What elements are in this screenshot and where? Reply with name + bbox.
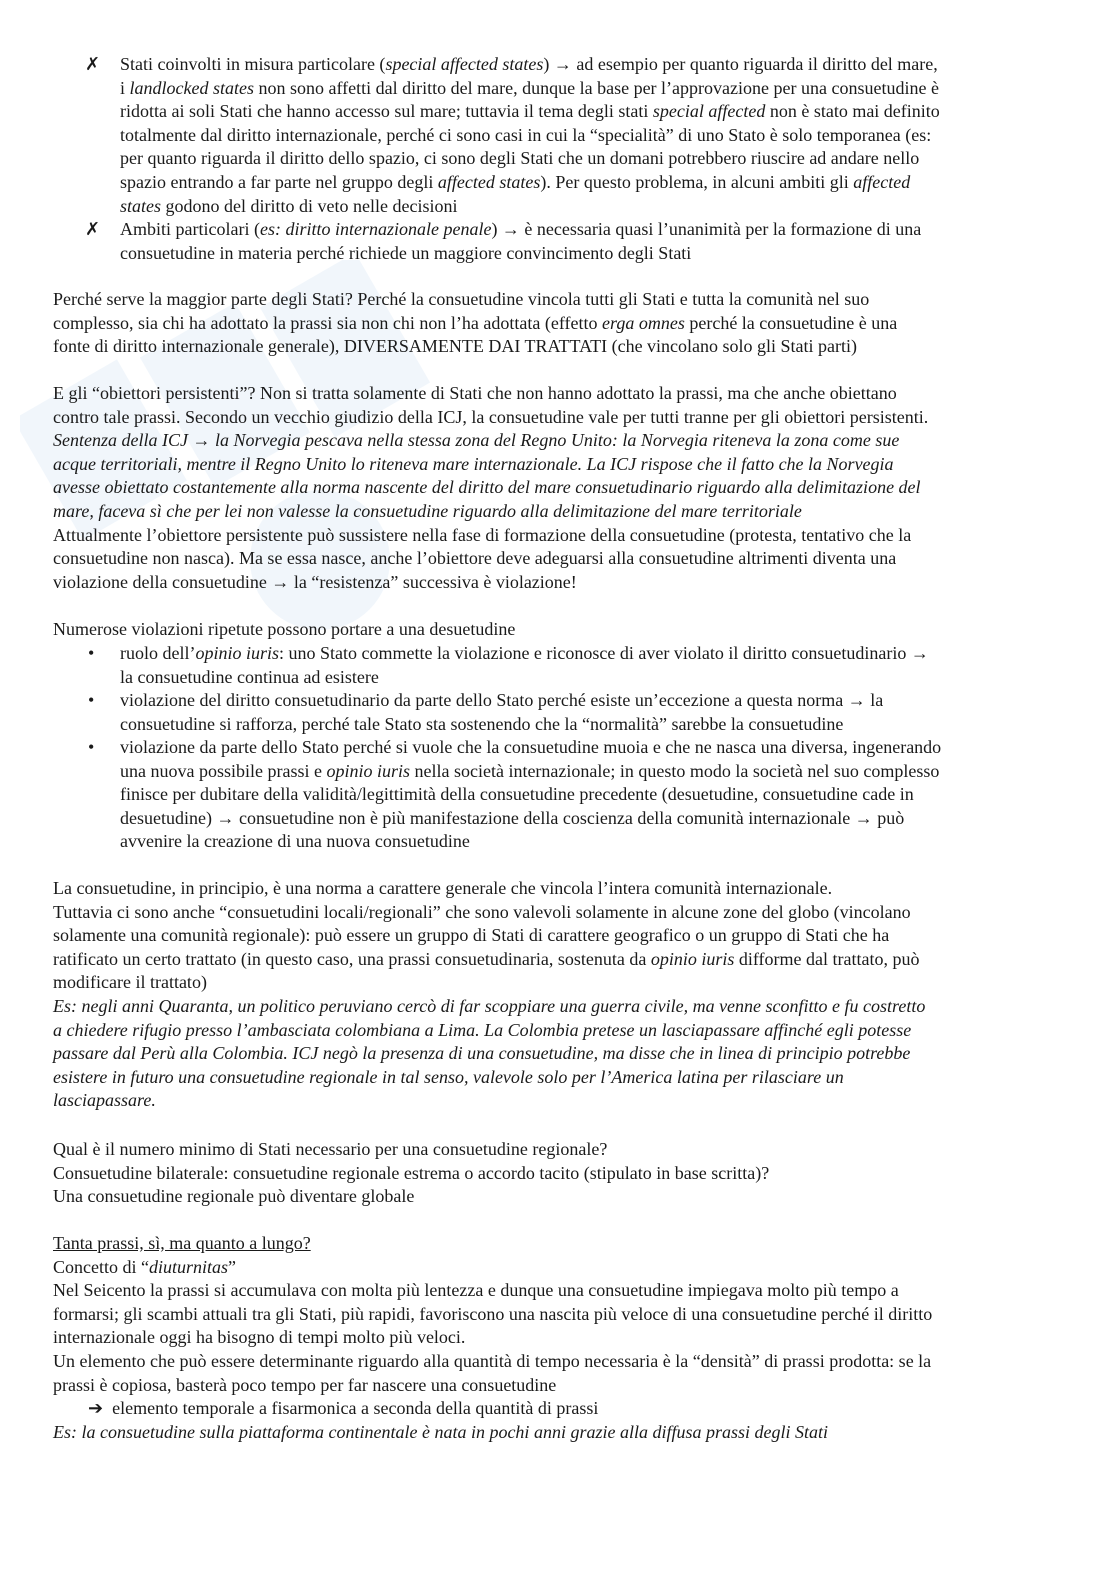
paragraph-obiettori-persistenti: E gli “obiettori persistenti”? Non si tratta solamente di Stati che non hanno adottato la prassi, ma che anche obiettano contro tale prassi. Secondo un vecchio giudizio della ICJ, la consuetudine vale per tutti tranne per gli obiettori persistenti. Sentenza della ICJ → la Norvegia pescava nella stessa zona del Regno Unito: la Norvegia riteneva la zona come sue acque territoriali, mentre il Regno Unito lo riteneva mare internazionale. La ICJ rispose che il fatto che la Norvegia avesse obiettato costantemente alla norma nascente del diritto del mare consuetudinario riguardo alla delimitazione del mare, faceva sì che per lei non valesse la consuetudine riguardo alla delimitazione del mare territoriale Attualmente l’obiettore persistente può sussistere nella fase di formazione della consuetudine (protesta, tentativo che la consuetudine non nasca). Ma se essa nasce, anche l’obiettore deve adeguarsi alla consuetudine altrimenti diventa una violazione della consuetudine → la “resistenza” successiva è violazione! — [53, 383, 929, 592]
list-item-ambiti-particolari: Ambiti particolari (es: diritto internazionale penale) → è necessaria quasi l’unanimità per la formazione di una consuetudine in materia perché richiede un maggiore convincimento degli Stati — [120, 219, 922, 263]
paragraph-consuetudini-regionali: La consuetudine, in principio, è una norma a carattere generale che vincola l’intera comunità internazionale. Tuttavia ci sono anche “consuetudini locali/regionali” che sono valevoli solamente in alcune zone del globo (vincolano solamente una comunità regionale): può essere un gruppo di Stati di carattere geografico o un gruppo di Stati che ha ratificato un certo trattato (in questo caso, una prassi consuetudinaria, sostenuta da opinio iuris difforme dal trattato, può modificare il trattato) Es: negli anni Quaranta, un politico peruviano cercò di far scoppiare una guerra civile, ma venne sconfitto e fu costretto a chiedere rifugio presso l’ambasciata colombiana a Lima. La Colombia pretese un lasciapassare affinché egli potesse passare dal Perù alla Colombia. ICJ negò la presenza di una consuetudine, ma disse che in linea di principio potrebbe esistere in futuro una consuetudine regionale in tal senso, valevole solo per l’America latina per rilasciare un lasciapassare. — [53, 878, 926, 1111]
paragraph-numero-minimo: Qual è il numero minimo di Stati necessario per una consuetudine regionale? Consuetudine bilaterale: consuetudine regionale estrema o accordo tacito (stipulato in base scritta)? Una consuetudine regionale può diventare globale — [53, 1139, 770, 1207]
bullet-icon: • — [88, 737, 95, 757]
list-item-eccezione: violazione del diritto consuetudinario da parte dello Stato perché esiste un’eccezione a questa norma → la consuetudine si rafforza, perché tale Stato sta sostenendo che la “normalità” sarebbe la consuetudine — [120, 690, 884, 734]
section-diuturnitas: Tanta prassi, sì, ma quanto a lungo? Concetto di “diuturnitas” Nel Seicento la prassi si accumulava con molta più lentezza e dunque una consuetudine impiegava molto più tempo a formarsi; gli scambi attuali tra gli Stati, più rapidi, favoriscono una nascita più veloce di una consuetudine perché il diritto internazionale oggi ha bisogno di tempi molto più veloci. Un elemento che può essere determinante riguardo alla quantità di tempo necessaria è la “densità” di prassi prodotta: se la prassi è copiosa, basterà poco tempo per far nascere una consuetudine ➔ elemento temporale a fisarmonica a seconda della quantità di prassi Es: la consuetudine sulla piattaforma continentale è nata in pochi anni grazie alla diffusa prassi degli Stati — [53, 1232, 1063, 1444]
section-heading: Tanta prassi, sì, ma quanto a lungo? — [53, 1233, 311, 1253]
paragraph-desuetudine-intro: Numerose violazioni ripetute possono portare a una desuetudine — [53, 619, 516, 639]
arrow-icon: ➔ — [88, 1398, 104, 1419]
list-item-nuova-consuetudine: violazione da parte dello Stato perché si vuole che la consuetudine muoia e che ne nasca una diversa, ingenerando una nuova possibile prassi e opinio iuris nella società internazionale; in questo modo la società nel suo complesso finisce per dubitare della validità/legittimità della consuetudine precedente (desuetudine, consuetudine cade in desuetudine) → consuetudine non è più manifestazione della coscienza della comunità internazionale → può avvenire la creazione di una nuova consuetudine — [120, 737, 942, 852]
bullet-icon: • — [88, 643, 95, 663]
bullet-icon: • — [88, 690, 95, 710]
paragraph-maggior-parte: Perché serve la maggior parte degli Stati? Perché la consuetudine vincola tutti gli Stati e tutta la comunità nel suo complesso, sia chi ha adottato la prassi sia non chi non l’ha adottata (effetto erga omnes perché la consuetudine è una fonte di diritto internazionale generale), DIVERSAMENTE DAI TRATTATI (che vincolano solo gli Stati parti) — [53, 289, 898, 357]
list-item-special-affected: Stati coinvolti in misura particolare (special affected states) → ad esempio per quanto riguarda il diritto del mare, i landlocked states non sono affetti dal diritto del mare, dunque la base per l’approvazione per una consuetudine è ridotta ai soli Stati che hanno accesso sul mare; tuttavia il tema degli stati special affected non è stato mai definito totalmente dal diritto internazionale, perché ci sono casi in cui la “specialità” di uno Stato è solo temporanea (es: per quanto riguarda il diritto dello spazio, ci sono degli Stati che un domani potrebbero riuscire ad andare nello spazio entrando a far parte nel gruppo degli affected states). Per questo problema, in alcuni ambiti gli affected states godono del diritto di veto nelle decisioni — [120, 54, 940, 216]
cross-bullet-icon: ✗ — [85, 54, 101, 74]
cross-bullet-icon: ✗ — [85, 219, 101, 239]
list-item-opinio-iuris: ruolo dell’opinio iuris: uno Stato commette la violazione e riconosce di aver violato il diritto consuetudinario → la consuetudine continua ad esistere — [120, 643, 929, 687]
